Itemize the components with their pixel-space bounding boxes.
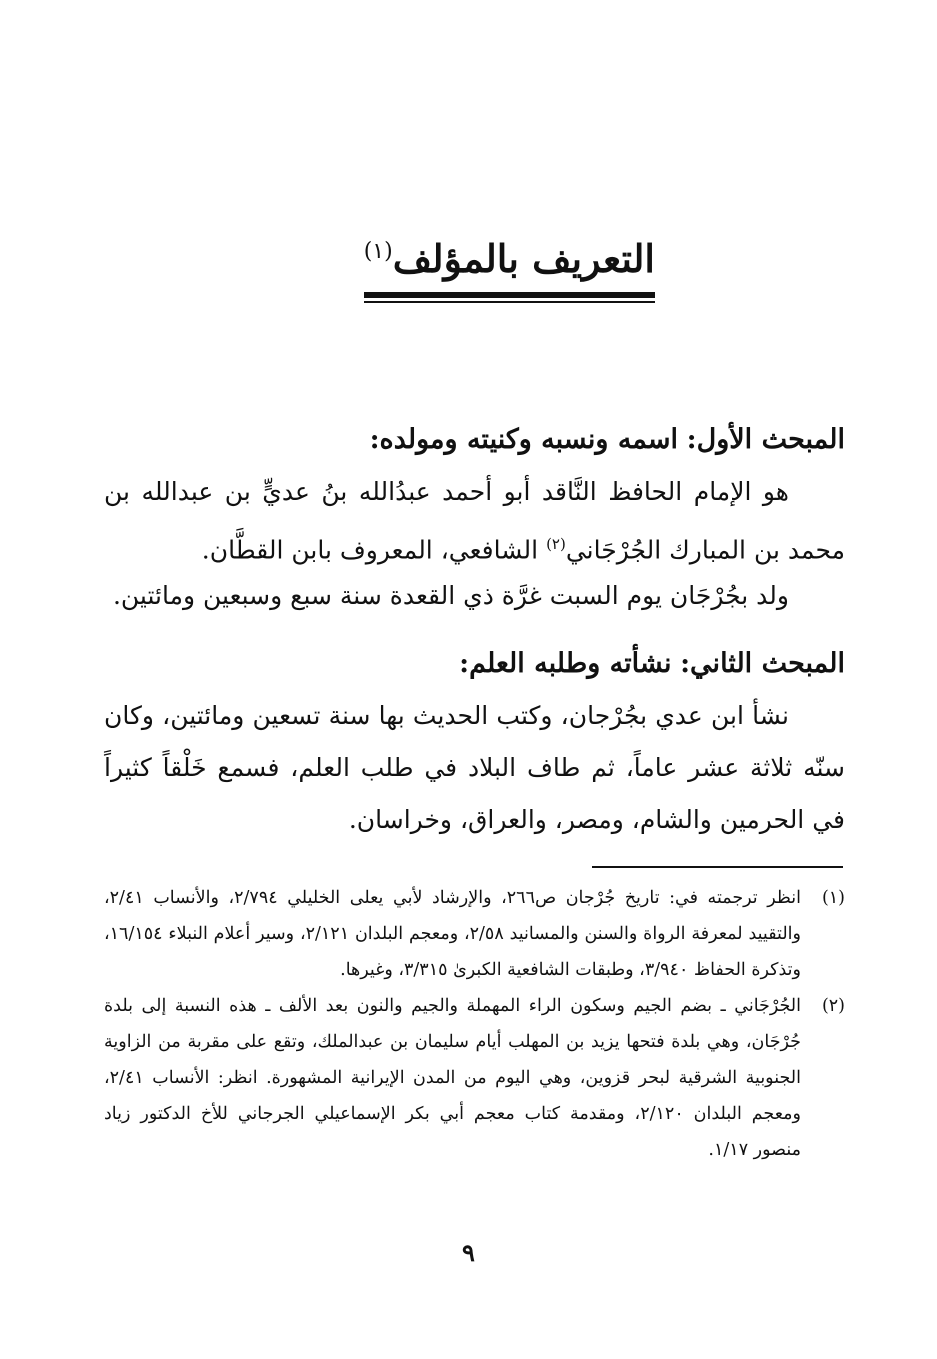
section1-paragraph2: ولد بجُرْجَان يوم السبت غرَّة ذي القعدة سنة سبع وسبعين ومائتين. — [112, 581, 789, 610]
section1-paragraph1-part2: الشافعي، المعروف بابن القطَّان. — [201, 535, 547, 565]
footnote-1 — [104, 880, 845, 988]
footnote-2-number: (٢) — [821, 996, 845, 1016]
section2-paragraph: نشأ ابن عدي بجُرْجان، وكتب الحديث بها سنة تسعين ومائتين، وكان سنّه ثلاثة عشر عاماً، ثم طاف البلاد في طلب العلم، فسمع خَلْقاً كثيراً في الحرمين والشام، ومصر، والعراق، وخراسان. — [104, 701, 845, 834]
section1-heading-label: المبحث الأول: — [686, 424, 845, 455]
footnote-2 — [104, 988, 845, 1168]
section1-heading-text: اسمه ونسبه وكنيته ومولده: — [369, 424, 679, 455]
page-number: ٩ — [462, 1238, 475, 1267]
footnote-1-number: (١) — [821, 888, 845, 908]
footnote-separator — [592, 866, 843, 868]
footnote-1-text: انظر ترجمته في: تاريخ جُرْجان ص٢٦٦، والإرشاد لأبي يعلى الخليلي ٢/٧٩٤، والأنساب ٢/٤١، والتقييد لمعرفة الرواة والسنن والمسانيد ٢/٥٨، ومعجم البلدان ٢/١٢١، وسير أعلام النبلاء ١٦/١٥٤، وتذكرة الحفاظ ٣/٩٤٠، وطبقات الشافعية الكبرىٰ ٣/٣١٥، وغيرها. — [104, 888, 801, 980]
title-underline-thin — [364, 301, 655, 303]
section2-heading — [104, 638, 845, 690]
footnote-2-text: الجُرْجَاني ـ بضم الجيم وسكون الراء المهملة والجيم والنون بعد الألف ـ هذه النسبة إلى بلدة جُرْجَان، وهي بلدة فتحها يزيد بن المهلب أيام سليمان بن عبدالملك، وتقع على مقربة من الزاوية الجنوبية الشرقية لبحر قزوين، وهي اليوم من المدن الإيرانية المشهورة. انظر: الأنساب ٢/٤١، ومعجم البلدان ٢/١٢٠، ومقدمة كتاب معجم أبي بكر الإسماعيلي الجرجاني للأخ الدكتور زياد منصور ١/١٧. — [104, 996, 801, 1160]
footnotes — [104, 880, 845, 1168]
chapter-title — [275, 222, 655, 289]
section1-paragraph1 — [104, 466, 845, 576]
title-underline-thick — [364, 292, 655, 298]
title-footnote-ref: (١) — [363, 239, 393, 264]
section1-paragraph1-part1: هو الإمام الحافظ النَّاقد أبو أحمد عبدُالله بنُ عديٍّ بن عبدالله بن محمد بن المبارك الجُرْجَاني — [104, 477, 845, 565]
section2-heading-text: نشأته وطلبه العلم: — [459, 648, 672, 679]
section2-heading-label: المبحث الثاني: — [680, 648, 845, 679]
chapter-title-text: التعريف بالمؤلف — [392, 236, 655, 281]
paragraph1-footnote-ref: (٢) — [546, 535, 566, 553]
section1-heading — [104, 414, 845, 466]
